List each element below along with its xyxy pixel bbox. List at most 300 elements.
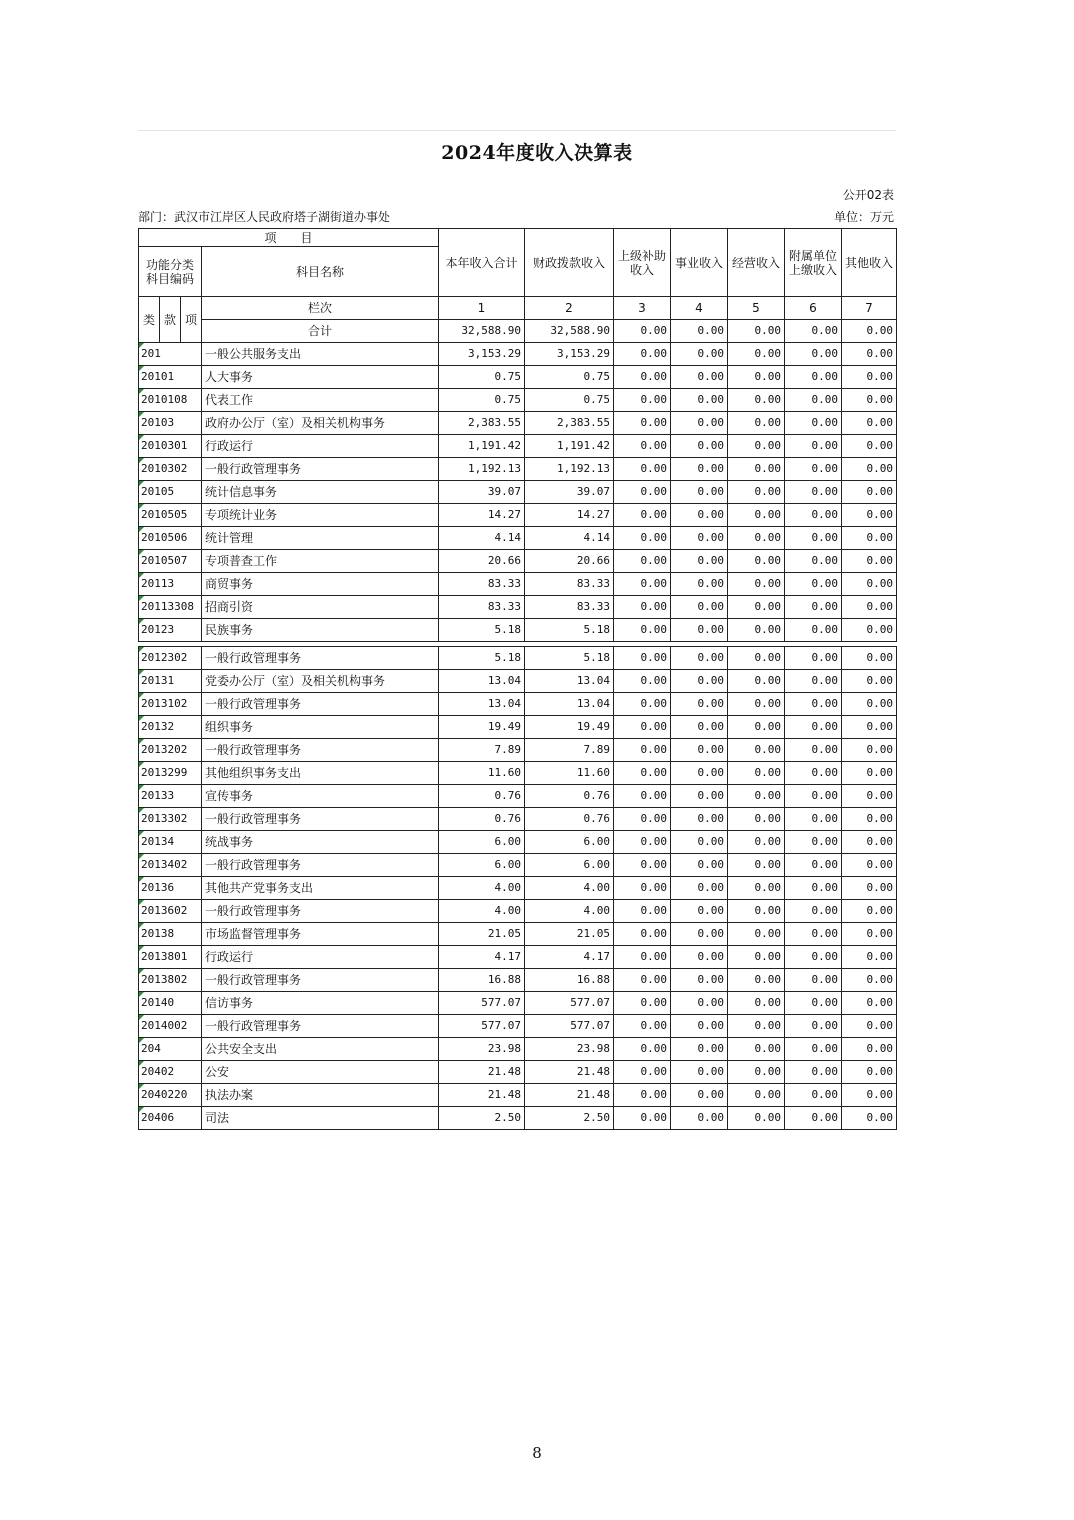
total-value: 0.00: [671, 320, 728, 343]
table-row: [139, 831, 897, 854]
amount-cell: 0.00: [785, 831, 842, 854]
amount-cell: 0.00: [614, 1038, 671, 1061]
amount-cell: 0.00: [842, 762, 897, 785]
col-num-2: 2: [525, 297, 614, 320]
table-row: [139, 946, 897, 969]
amount-cell: 0.00: [614, 877, 671, 900]
amount-cell: 0.00: [614, 946, 671, 969]
subject-code: 2013402: [139, 854, 202, 877]
amount-cell: 0.00: [614, 923, 671, 946]
amount-cell: 1,191.42: [525, 435, 614, 458]
amount-cell: 21.05: [525, 923, 614, 946]
table-row: [139, 504, 897, 527]
amount-cell: 0.00: [671, 992, 728, 1015]
amount-cell: 21.05: [439, 923, 525, 946]
amount-cell: 0.00: [728, 877, 785, 900]
amount-cell: 0.00: [842, 877, 897, 900]
amount-cell: 0.00: [614, 808, 671, 831]
amount-cell: 0.00: [842, 739, 897, 762]
amount-cell: 2.50: [439, 1107, 525, 1130]
amount-cell: 0.00: [842, 435, 897, 458]
amount-cell: 21.48: [525, 1084, 614, 1107]
amount-cell: 4.00: [525, 877, 614, 900]
table-row: [139, 1038, 897, 1061]
table-row: [139, 785, 897, 808]
amount-cell: 0.00: [728, 366, 785, 389]
amount-cell: 0.00: [671, 412, 728, 435]
amount-cell: 0.00: [671, 343, 728, 366]
amount-cell: 0.00: [842, 1061, 897, 1084]
subject-name: 一般行政管理事务: [202, 900, 439, 923]
subject-name: 公安: [202, 1061, 439, 1084]
amount-cell: 13.04: [439, 693, 525, 716]
subject-code: 2013299: [139, 762, 202, 785]
amount-cell: 0.00: [614, 458, 671, 481]
table-row: [139, 854, 897, 877]
amount-cell: 0.00: [671, 693, 728, 716]
amount-cell: 83.33: [525, 596, 614, 619]
amount-cell: 0.00: [728, 596, 785, 619]
amount-cell: 0.75: [439, 389, 525, 412]
amount-cell: 2,383.55: [439, 412, 525, 435]
amount-cell: 0.00: [785, 550, 842, 573]
amount-cell: 16.88: [525, 969, 614, 992]
amount-cell: 0.00: [614, 366, 671, 389]
amount-cell: 0.00: [785, 1015, 842, 1038]
subject-name: 政府办公厅（室）及相关机构事务: [202, 412, 439, 435]
amount-cell: 0.00: [785, 481, 842, 504]
amount-cell: 0.00: [785, 923, 842, 946]
amount-cell: 0.00: [671, 1038, 728, 1061]
amount-cell: 0.00: [842, 831, 897, 854]
amount-cell: 6.00: [525, 831, 614, 854]
amount-cell: 0.00: [785, 389, 842, 412]
amount-cell: 0.00: [671, 573, 728, 596]
amount-cell: 0.00: [728, 504, 785, 527]
table-row: [139, 1015, 897, 1038]
amount-cell: 0.00: [842, 412, 897, 435]
subject-name: 一般行政管理事务: [202, 854, 439, 877]
amount-cell: 0.00: [614, 550, 671, 573]
subject-name: 一般行政管理事务: [202, 808, 439, 831]
income-table-part1: [138, 228, 897, 642]
amount-cell: 0.00: [671, 969, 728, 992]
amount-cell: 0.00: [671, 1015, 728, 1038]
amount-cell: 0.00: [728, 854, 785, 877]
subject-name: 宣传事务: [202, 785, 439, 808]
amount-cell: 83.33: [439, 573, 525, 596]
subject-name: 行政运行: [202, 946, 439, 969]
amount-cell: 13.04: [525, 693, 614, 716]
amount-cell: 0.00: [785, 785, 842, 808]
amount-cell: 0.00: [842, 808, 897, 831]
header-func-code: 功能分类科目编码: [139, 247, 202, 297]
subject-name: 执法办案: [202, 1084, 439, 1107]
subject-code: 2010302: [139, 458, 202, 481]
amount-cell: 0.00: [785, 900, 842, 923]
table-row: [139, 1084, 897, 1107]
amount-cell: 0.00: [728, 1038, 785, 1061]
amount-cell: 0.00: [728, 716, 785, 739]
amount-cell: 6.00: [439, 854, 525, 877]
amount-cell: 0.00: [671, 1061, 728, 1084]
subject-code: 20134: [139, 831, 202, 854]
page-title: 2024年度收入决算表: [441, 142, 633, 164]
amount-cell: 0.00: [728, 389, 785, 412]
subject-name: 统计管理: [202, 527, 439, 550]
amount-cell: 0.00: [842, 670, 897, 693]
amount-cell: 0.00: [614, 647, 671, 670]
amount-cell: 0.00: [842, 481, 897, 504]
amount-cell: 0.00: [614, 670, 671, 693]
amount-cell: 21.48: [525, 1061, 614, 1084]
subject-name: 一般公共服务支出: [202, 343, 439, 366]
amount-cell: 0.00: [728, 1061, 785, 1084]
subject-name: 统计信息事务: [202, 481, 439, 504]
subject-name: 其他共产党事务支出: [202, 877, 439, 900]
amount-cell: 0.00: [614, 716, 671, 739]
amount-cell: 0.00: [614, 969, 671, 992]
top-rule: [138, 130, 896, 131]
subject-name: 一般行政管理事务: [202, 458, 439, 481]
amount-cell: 0.00: [785, 946, 842, 969]
header-project: 项 目: [139, 229, 439, 247]
amount-cell: 0.00: [842, 693, 897, 716]
amount-cell: 4.00: [525, 900, 614, 923]
subject-code: 20402: [139, 1061, 202, 1084]
amount-cell: 0.00: [728, 647, 785, 670]
amount-cell: 0.00: [785, 343, 842, 366]
amount-cell: 0.00: [671, 900, 728, 923]
amount-cell: 0.75: [439, 366, 525, 389]
subject-code: 20131: [139, 670, 202, 693]
amount-cell: 2.50: [525, 1107, 614, 1130]
total-value: 32,588.90: [525, 320, 614, 343]
amount-cell: 0.00: [671, 831, 728, 854]
col-num-7: 7: [842, 297, 897, 320]
amount-cell: 0.00: [785, 739, 842, 762]
amount-cell: 14.27: [439, 504, 525, 527]
amount-cell: 5.18: [439, 619, 525, 642]
amount-cell: 0.00: [842, 969, 897, 992]
subject-name: 组织事务: [202, 716, 439, 739]
table-row: [139, 389, 897, 412]
col-num-6: 6: [785, 297, 842, 320]
amount-cell: 0.76: [525, 808, 614, 831]
amount-cell: 0.00: [842, 573, 897, 596]
amount-cell: 0.00: [785, 1107, 842, 1130]
subject-code: 2013602: [139, 900, 202, 923]
amount-cell: 83.33: [439, 596, 525, 619]
amount-cell: 0.00: [614, 619, 671, 642]
subject-code: 2012302: [139, 647, 202, 670]
amount-cell: 5.18: [525, 619, 614, 642]
total-value: 0.00: [785, 320, 842, 343]
amount-cell: 0.00: [785, 808, 842, 831]
amount-cell: 0.00: [728, 619, 785, 642]
amount-cell: 0.00: [614, 762, 671, 785]
subject-name: 专项普查工作: [202, 550, 439, 573]
amount-cell: 11.60: [525, 762, 614, 785]
col-num-4: 4: [671, 297, 728, 320]
amount-cell: 19.49: [525, 716, 614, 739]
header-col-total: 本年收入合计: [439, 229, 525, 297]
amount-cell: 4.00: [439, 877, 525, 900]
subject-name: 民族事务: [202, 619, 439, 642]
subject-code: 20138: [139, 923, 202, 946]
amount-cell: 0.00: [785, 992, 842, 1015]
amount-cell: 0.00: [671, 504, 728, 527]
subject-name: 信访事务: [202, 992, 439, 1015]
header-lanci: 栏次: [202, 297, 439, 320]
amount-cell: 13.04: [525, 670, 614, 693]
amount-cell: 0.00: [785, 762, 842, 785]
amount-cell: 0.00: [842, 389, 897, 412]
income-table-part2: [138, 646, 897, 1130]
amount-cell: 3,153.29: [439, 343, 525, 366]
table-row: [139, 458, 897, 481]
amount-cell: 4.14: [525, 527, 614, 550]
amount-cell: 0.00: [671, 435, 728, 458]
amount-cell: 0.00: [842, 785, 897, 808]
amount-cell: 0.00: [728, 458, 785, 481]
amount-cell: 0.00: [785, 412, 842, 435]
table-row: [139, 481, 897, 504]
subject-code: 2013102: [139, 693, 202, 716]
col-num-1: 1: [439, 297, 525, 320]
amount-cell: 0.00: [842, 458, 897, 481]
amount-cell: 0.00: [728, 550, 785, 573]
amount-cell: 0.00: [671, 670, 728, 693]
amount-cell: 0.00: [728, 969, 785, 992]
amount-cell: 0.00: [842, 923, 897, 946]
amount-cell: 0.00: [785, 1084, 842, 1107]
table-row: [139, 527, 897, 550]
amount-cell: 0.00: [671, 739, 728, 762]
amount-cell: 23.98: [525, 1038, 614, 1061]
amount-cell: 2,383.55: [525, 412, 614, 435]
amount-cell: 0.00: [785, 366, 842, 389]
subject-name: 一般行政管理事务: [202, 739, 439, 762]
amount-cell: 0.76: [525, 785, 614, 808]
unit-label: 单位：万元: [833, 210, 894, 224]
header-col-other: 其他收入: [842, 229, 897, 297]
amount-cell: 16.88: [439, 969, 525, 992]
amount-cell: 0.00: [671, 527, 728, 550]
department-label: 部门：武汉市江岸区人民政府塔子湖街道办事处: [138, 210, 391, 224]
subject-code: 20132: [139, 716, 202, 739]
amount-cell: 0.00: [785, 458, 842, 481]
subject-code: 2040220: [139, 1084, 202, 1107]
amount-cell: 0.00: [728, 412, 785, 435]
amount-cell: 0.00: [728, 946, 785, 969]
amount-cell: 5.18: [525, 647, 614, 670]
amount-cell: 0.00: [671, 596, 728, 619]
amount-cell: 0.00: [728, 762, 785, 785]
subject-code: 201: [139, 343, 202, 366]
table-row: [139, 366, 897, 389]
amount-cell: 0.00: [728, 573, 785, 596]
amount-cell: 1,191.42: [439, 435, 525, 458]
amount-cell: 0.00: [842, 343, 897, 366]
subject-name: 人大事务: [202, 366, 439, 389]
table-row: [139, 739, 897, 762]
amount-cell: 0.00: [785, 1038, 842, 1061]
amount-cell: 0.00: [842, 900, 897, 923]
amount-cell: 0.00: [785, 573, 842, 596]
amount-cell: 7.89: [525, 739, 614, 762]
amount-cell: 0.00: [785, 435, 842, 458]
subject-code: 20103: [139, 412, 202, 435]
amount-cell: 0.00: [614, 527, 671, 550]
subject-name: 一般行政管理事务: [202, 1015, 439, 1038]
amount-cell: 0.00: [671, 1084, 728, 1107]
amount-cell: 0.00: [614, 785, 671, 808]
amount-cell: 0.00: [671, 481, 728, 504]
amount-cell: 0.00: [671, 366, 728, 389]
amount-cell: 21.48: [439, 1061, 525, 1084]
amount-cell: 0.00: [671, 877, 728, 900]
subject-name: 统战事务: [202, 831, 439, 854]
amount-cell: 0.00: [671, 923, 728, 946]
subject-code: 2013202: [139, 739, 202, 762]
amount-cell: 21.48: [439, 1084, 525, 1107]
amount-cell: 0.00: [728, 435, 785, 458]
total-value: 0.00: [728, 320, 785, 343]
amount-cell: 0.00: [842, 550, 897, 573]
header-col-fiscal: 财政拨款收入: [525, 229, 614, 297]
subject-code: 20133: [139, 785, 202, 808]
amount-cell: 0.00: [728, 831, 785, 854]
amount-cell: 6.00: [525, 854, 614, 877]
amount-cell: 0.00: [842, 619, 897, 642]
subject-name: 一般行政管理事务: [202, 647, 439, 670]
amount-cell: 0.00: [614, 343, 671, 366]
subject-code: 2014002: [139, 1015, 202, 1038]
form-number: 公开02表: [842, 188, 894, 202]
amount-cell: 0.00: [728, 739, 785, 762]
amount-cell: 0.00: [614, 481, 671, 504]
amount-cell: 0.00: [842, 1107, 897, 1130]
table-row: [139, 992, 897, 1015]
total-value: 0.00: [842, 320, 897, 343]
amount-cell: 13.04: [439, 670, 525, 693]
amount-cell: 0.00: [614, 504, 671, 527]
subject-name: 行政运行: [202, 435, 439, 458]
amount-cell: 0.76: [439, 808, 525, 831]
amount-cell: 0.00: [728, 481, 785, 504]
amount-cell: 0.00: [728, 900, 785, 923]
amount-cell: 0.00: [785, 504, 842, 527]
amount-cell: 0.00: [785, 693, 842, 716]
subject-name: 招商引资: [202, 596, 439, 619]
table-row: [139, 619, 897, 642]
amount-cell: 0.00: [842, 504, 897, 527]
amount-cell: 577.07: [439, 1015, 525, 1038]
table-row: [139, 762, 897, 785]
amount-cell: 20.66: [525, 550, 614, 573]
amount-cell: 4.17: [525, 946, 614, 969]
table-row: [139, 900, 897, 923]
amount-cell: 11.60: [439, 762, 525, 785]
amount-cell: 1,192.13: [439, 458, 525, 481]
header-col-superior: 上级补助收入: [614, 229, 671, 297]
amount-cell: 39.07: [439, 481, 525, 504]
header-col-operating: 经营收入: [728, 229, 785, 297]
amount-cell: 0.75: [525, 389, 614, 412]
table-row: [139, 716, 897, 739]
amount-cell: 19.49: [439, 716, 525, 739]
amount-cell: 0.00: [614, 1107, 671, 1130]
amount-cell: 0.00: [842, 596, 897, 619]
amount-cell: 0.00: [728, 785, 785, 808]
amount-cell: 4.00: [439, 900, 525, 923]
table-row: [139, 573, 897, 596]
amount-cell: 0.00: [614, 389, 671, 412]
amount-cell: 0.00: [842, 946, 897, 969]
amount-cell: 0.00: [671, 647, 728, 670]
table-row: [139, 1107, 897, 1130]
subject-code: 20136: [139, 877, 202, 900]
amount-cell: 0.00: [785, 527, 842, 550]
amount-cell: 0.00: [785, 854, 842, 877]
table-row: [139, 969, 897, 992]
subject-code: 2013302: [139, 808, 202, 831]
header-kuan: 款: [160, 297, 181, 343]
table-row: [139, 343, 897, 366]
amount-cell: 0.00: [842, 992, 897, 1015]
amount-cell: 0.00: [842, 647, 897, 670]
subject-code: 20101: [139, 366, 202, 389]
header-col-business: 事业收入: [671, 229, 728, 297]
subject-code: 2010506: [139, 527, 202, 550]
subject-code: 2010108: [139, 389, 202, 412]
amount-cell: 0.00: [614, 435, 671, 458]
amount-cell: 39.07: [525, 481, 614, 504]
amount-cell: 23.98: [439, 1038, 525, 1061]
amount-cell: 0.00: [785, 877, 842, 900]
amount-cell: 0.00: [671, 854, 728, 877]
table-row: [139, 877, 897, 900]
subject-code: 20406: [139, 1107, 202, 1130]
amount-cell: 0.00: [671, 785, 728, 808]
header-col-affiliated: 附属单位上缴收入: [785, 229, 842, 297]
amount-cell: 0.00: [728, 1084, 785, 1107]
amount-cell: 0.00: [671, 389, 728, 412]
table-row: [139, 670, 897, 693]
subject-code: 2013802: [139, 969, 202, 992]
col-num-3: 3: [614, 297, 671, 320]
amount-cell: 0.00: [614, 992, 671, 1015]
subject-code: 2013801: [139, 946, 202, 969]
amount-cell: 0.00: [671, 808, 728, 831]
subject-code: 20113308: [139, 596, 202, 619]
amount-cell: 0.00: [785, 670, 842, 693]
amount-cell: 0.00: [785, 647, 842, 670]
amount-cell: 0.00: [614, 1084, 671, 1107]
amount-cell: 3,153.29: [525, 343, 614, 366]
amount-cell: 0.00: [728, 670, 785, 693]
table-row: [139, 596, 897, 619]
amount-cell: 0.00: [728, 343, 785, 366]
subject-name: 党委办公厅（室）及相关机构事务: [202, 670, 439, 693]
amount-cell: 0.00: [842, 1084, 897, 1107]
amount-cell: 0.00: [671, 946, 728, 969]
amount-cell: 0.00: [728, 992, 785, 1015]
amount-cell: 5.18: [439, 647, 525, 670]
subject-code: 20123: [139, 619, 202, 642]
subject-name: 代表工作: [202, 389, 439, 412]
